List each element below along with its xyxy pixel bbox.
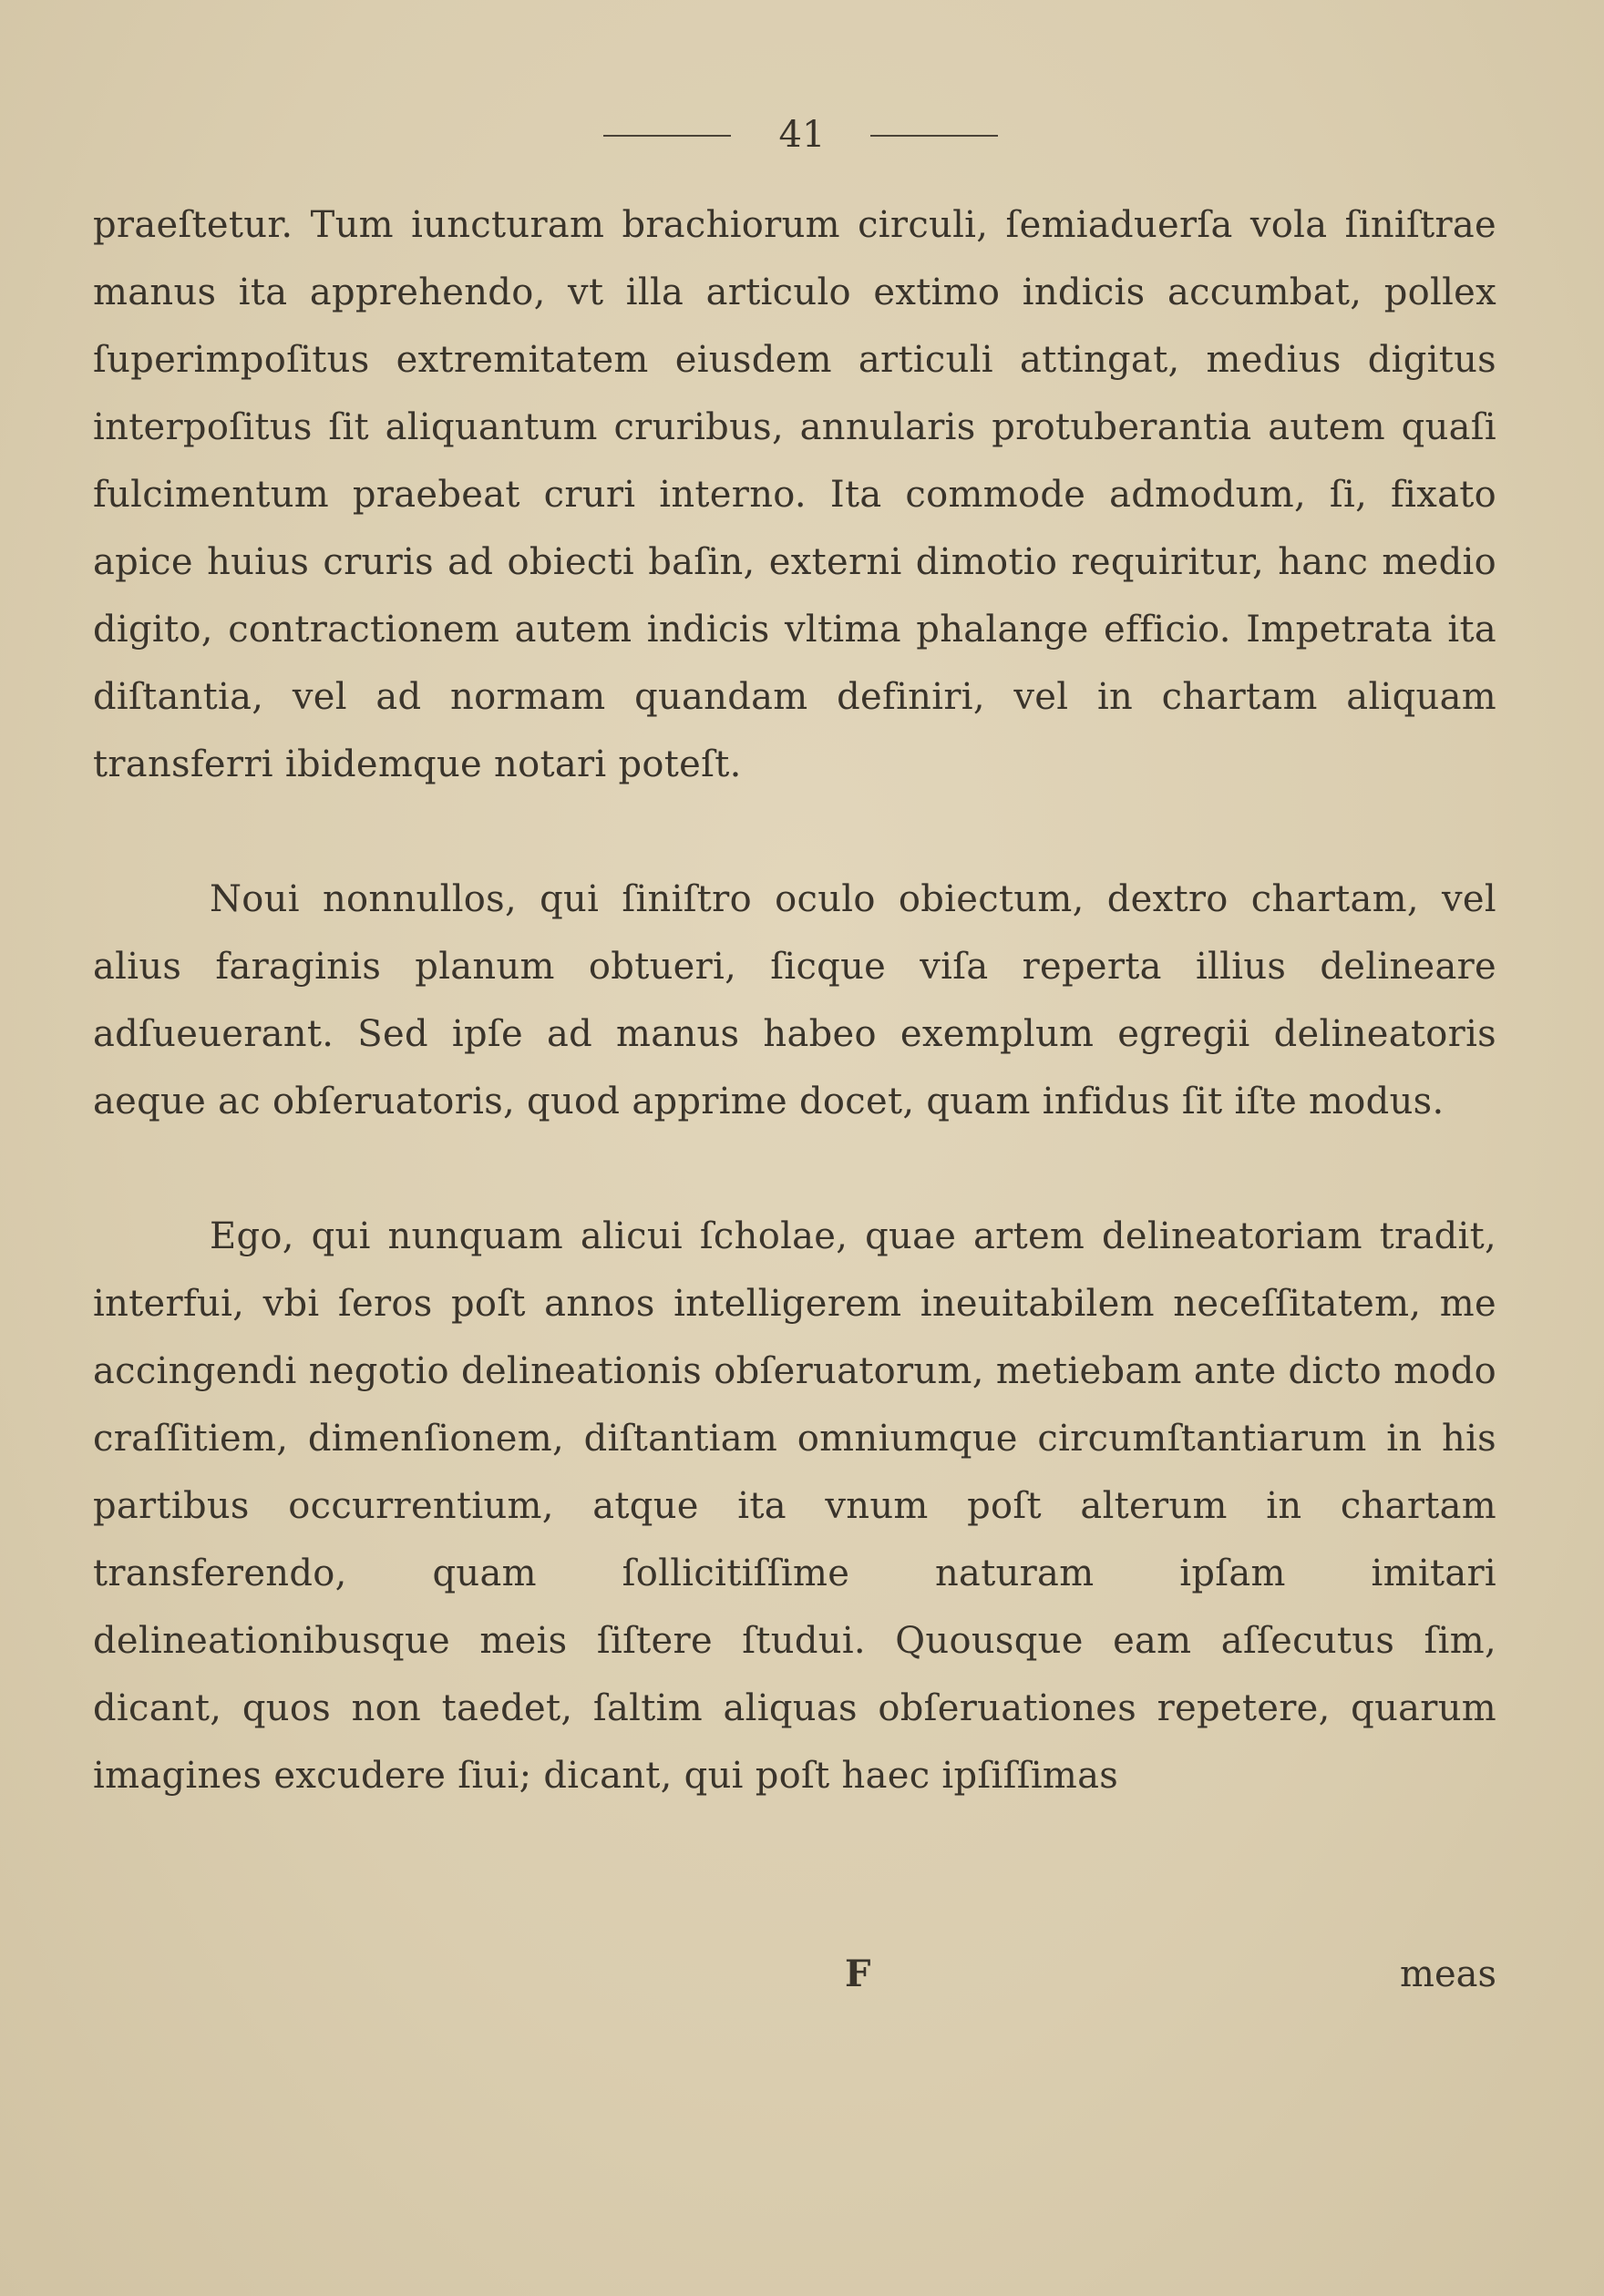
page-header [0, 108, 1604, 162]
catchword: meas [1400, 1953, 1496, 1995]
body-text [93, 191, 1496, 1809]
paragraph-gap [93, 1135, 1496, 1203]
page-footer [93, 1941, 1496, 2008]
paragraph-gap [93, 798, 1496, 866]
page-number: 41 [778, 114, 826, 156]
header-rule-right [870, 135, 998, 137]
paragraph-1: praeſtetur. Tum iuncturam brachiorum circuli, ſemiaduerſa vola ſiniſtrae manus ita apprehendo, vt illa articulo extimo indicis accumbat, pollex ſuperimpoſitus extremitatem eiusdem articuli attingat, medius digitus interpoſitus ſit aliquantum cruribus, annularis protuberantia autem quaſi fulcimentum praebeat cruri interno. Ita commode admodum, ſi, fixato apice huius cruris ad obiecti baſin, externi dimotio requiritur, hanc medio digito, contractionem autem indicis vltima phalange efficio. Impetrata ita diſtantia, vel ad normam quandam definiri, vel in chartam aliquam transferri ibidemque notari poteſt. [93, 204, 1496, 785]
paragraph-2: Noui nonnullos, qui ſiniſtro oculo obiectum, dextro chartam, vel alius faraginis planum obtueri, ſicque viſa reperta illius delineare adſueuerant. Sed ipſe ad manus habeo exemplum egregii delineatoris aeque ac obſeruatoris, quod apprime docet, quam infidus ſit iſte modus. [93, 878, 1496, 1122]
signature-mark: F [845, 1953, 871, 1995]
header-rule-left [603, 135, 731, 137]
paragraph-3: Ego, qui nunquam alicui ſcholae, quae artem delineatoriam tradit, interfui, vbi ſeros poſt annos intelligerem ineuitabilem neceſſitatem, me accingendi negotio delineationis obſeruatorum, metiebam ante dicto modo craſſitiem, dimenſionem, diſtantiam omniumque circumſtantiarum in his partibus occurrentium, atque ita vnum poſt alterum in chartam transferendo, quam ſollicitiſſime naturam ipſam imitari delineationibusque meis ſiſtere ſtudui. Quousque eam aſſecutus ſim, dicant, quos non taedet, ſaltim aliquas obſeruationes repetere, quarum imagines excudere ſiui; dicant, qui poſt haec ipſiſſimas [93, 1215, 1496, 1797]
